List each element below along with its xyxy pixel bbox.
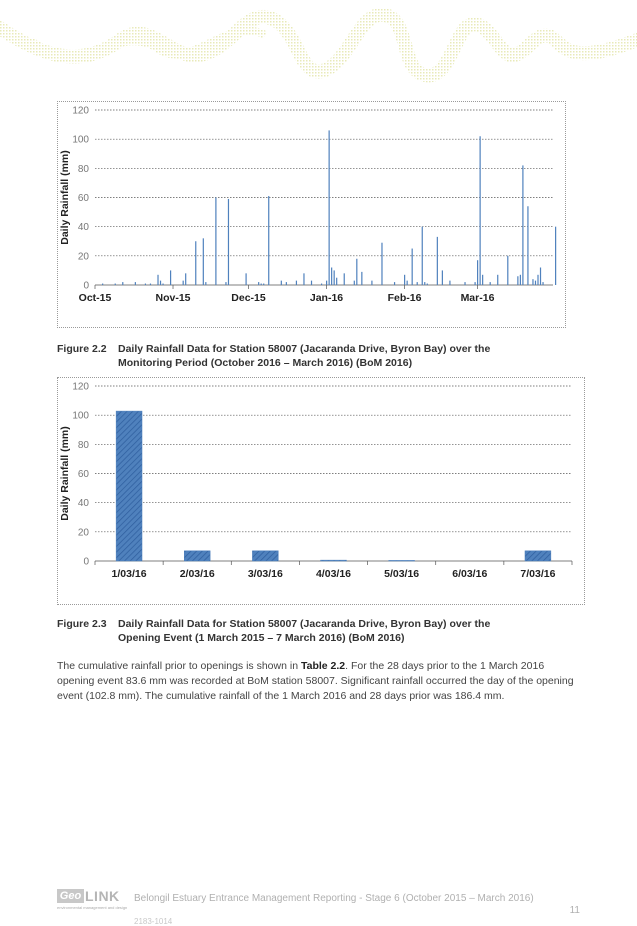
caption-number: Figure 2.2 (57, 343, 107, 355)
body-paragraph (57, 659, 577, 704)
x-tick-label: 7/03/16 (520, 568, 556, 580)
caption-number: Figure 2.3 (57, 618, 107, 630)
bar (412, 249, 413, 285)
bar (474, 282, 475, 285)
y-tick-label: 80 (77, 163, 89, 175)
bar (225, 282, 226, 285)
logo-tagline: environmental management and design (57, 905, 128, 910)
x-tick-label: Jan-16 (309, 292, 344, 304)
bar (311, 281, 312, 285)
figure-2-3-caption (57, 617, 490, 645)
x-tick-label: 1/03/16 (111, 568, 147, 580)
bar (407, 281, 408, 285)
bar (321, 560, 347, 561)
x-tick-label: 6/03/16 (452, 568, 488, 580)
bar (321, 284, 322, 285)
bar (404, 275, 405, 285)
caption-line1: Daily Rainfall Data for Station 58007 (Jacaranda Drive, Byron Bay) over the (118, 343, 491, 355)
bar (145, 284, 146, 285)
bar (258, 282, 259, 285)
bar (437, 237, 438, 285)
bar (497, 275, 498, 285)
figure-2-2-caption (57, 342, 490, 370)
table-reference: Table 2.2 (300, 660, 346, 672)
y-tick-label: 20 (77, 527, 89, 539)
x-tick-label: 4/03/16 (315, 568, 352, 580)
bar (326, 281, 327, 285)
bar (185, 273, 186, 285)
y-tick-label: 0 (83, 556, 89, 568)
x-tick-label: Oct-15 (78, 292, 112, 304)
logo-link: LINK (85, 888, 120, 904)
y-tick-label: 100 (72, 134, 89, 146)
header-wave-decoration (0, 0, 637, 100)
bar (252, 551, 278, 561)
y-tick-label: 120 (72, 105, 89, 117)
chart2-svg (58, 378, 584, 604)
page-footer (57, 887, 580, 924)
bar (115, 284, 116, 285)
bar (228, 199, 229, 285)
y-tick-label: 100 (72, 410, 89, 422)
bar (184, 551, 210, 561)
bar (517, 276, 518, 285)
figure-2-3-chart (57, 377, 585, 605)
bar (525, 551, 551, 561)
body-text-1: The cumulative rainfall prior to openings is shown in (57, 660, 301, 672)
bar (286, 282, 287, 285)
bar (427, 284, 428, 285)
bar (424, 282, 425, 285)
bar (102, 284, 103, 285)
footer-title: Belongil Estuary Entrance Management Reporting - Stage 6 (October 2015 – March 2016) (134, 893, 534, 904)
bar (157, 275, 158, 285)
bar (527, 206, 528, 285)
bar (371, 281, 372, 285)
bar (361, 272, 362, 285)
bar (555, 227, 556, 285)
y-tick-label: 40 (77, 222, 89, 234)
bar (336, 278, 337, 285)
bar (334, 270, 335, 285)
bar (356, 259, 357, 285)
bar (507, 256, 508, 285)
x-tick-label: Nov-15 (155, 292, 191, 304)
bar (205, 282, 206, 285)
caption-line2: Opening Event (1 March 2015 – 7 March 2016) (BoM 2016) (118, 632, 405, 644)
figure-2-2-chart (57, 101, 566, 328)
y-tick-label: 0 (83, 280, 89, 292)
bar (261, 284, 262, 285)
bar (535, 281, 536, 285)
bar (281, 281, 282, 285)
chart1-svg (58, 102, 565, 327)
bar (122, 282, 123, 285)
caption-line1: Daily Rainfall Data for Station 58007 (Jacaranda Drive, Byron Bay) over the (118, 618, 491, 630)
y-tick-label: 20 (77, 251, 89, 263)
bar (215, 198, 216, 286)
footer-ref: 2183-1014 (134, 917, 173, 926)
bar (150, 284, 151, 285)
bar (537, 275, 538, 285)
bar (381, 243, 382, 285)
y-tick-label: 40 (77, 498, 89, 510)
bar (522, 165, 523, 285)
bar (464, 282, 465, 285)
y-axis-label: Daily Rainfall (mm) (59, 150, 71, 245)
x-tick-label: 2/03/16 (179, 568, 215, 580)
bar (195, 241, 196, 285)
bar (394, 282, 395, 285)
bar (160, 281, 161, 285)
bar (329, 130, 330, 285)
bar (490, 282, 491, 285)
bar (263, 284, 264, 285)
bar (354, 281, 355, 285)
bar (296, 281, 297, 285)
bar (245, 273, 246, 285)
x-tick-label: 5/03/16 (384, 568, 420, 580)
x-tick-label: Mar-16 (460, 292, 495, 304)
bar (183, 281, 184, 285)
y-tick-label: 60 (77, 193, 89, 204)
x-tick-label: 3/03/16 (247, 568, 283, 580)
bar (331, 268, 332, 286)
bar (520, 275, 521, 285)
x-tick-label: Feb-16 (387, 292, 422, 304)
bar (116, 411, 142, 561)
y-tick-label: 80 (77, 439, 89, 451)
bar (344, 273, 345, 285)
bar (303, 273, 304, 285)
bar (162, 284, 163, 285)
caption-line2: Monitoring Period (October 2016 – March 2016) (BoM 2016) (118, 357, 413, 369)
bar (540, 268, 541, 286)
bar (170, 270, 171, 285)
bar (389, 560, 415, 561)
geolink-logo (57, 888, 128, 911)
bar (135, 282, 136, 285)
bar (480, 136, 481, 285)
page-number: 11 (569, 905, 580, 916)
bar (449, 281, 450, 285)
bar (532, 279, 533, 285)
bar (442, 270, 443, 285)
y-tick-label: 120 (72, 381, 89, 393)
bar (477, 260, 478, 285)
bar (482, 275, 483, 285)
y-axis-label: Daily Rainfall (mm) (59, 426, 71, 521)
bar (542, 282, 543, 285)
body-text-2: . For the 28 days prior to the 1 March 2016 opening event 83.6 mm was recorded at BoM station 58007. Significant rainfall occurred the day of the opening event (102.8 mm). The cumulative rainfall of the 1 March 2016 and 28 days prior was 186.4 mm. (57, 660, 574, 702)
bar (417, 282, 418, 285)
bar (268, 196, 269, 285)
bar (422, 227, 423, 285)
bar (203, 238, 204, 285)
logo-geo: Geo (57, 889, 84, 903)
x-tick-label: Dec-15 (231, 292, 266, 304)
y-tick-label: 60 (77, 469, 89, 480)
